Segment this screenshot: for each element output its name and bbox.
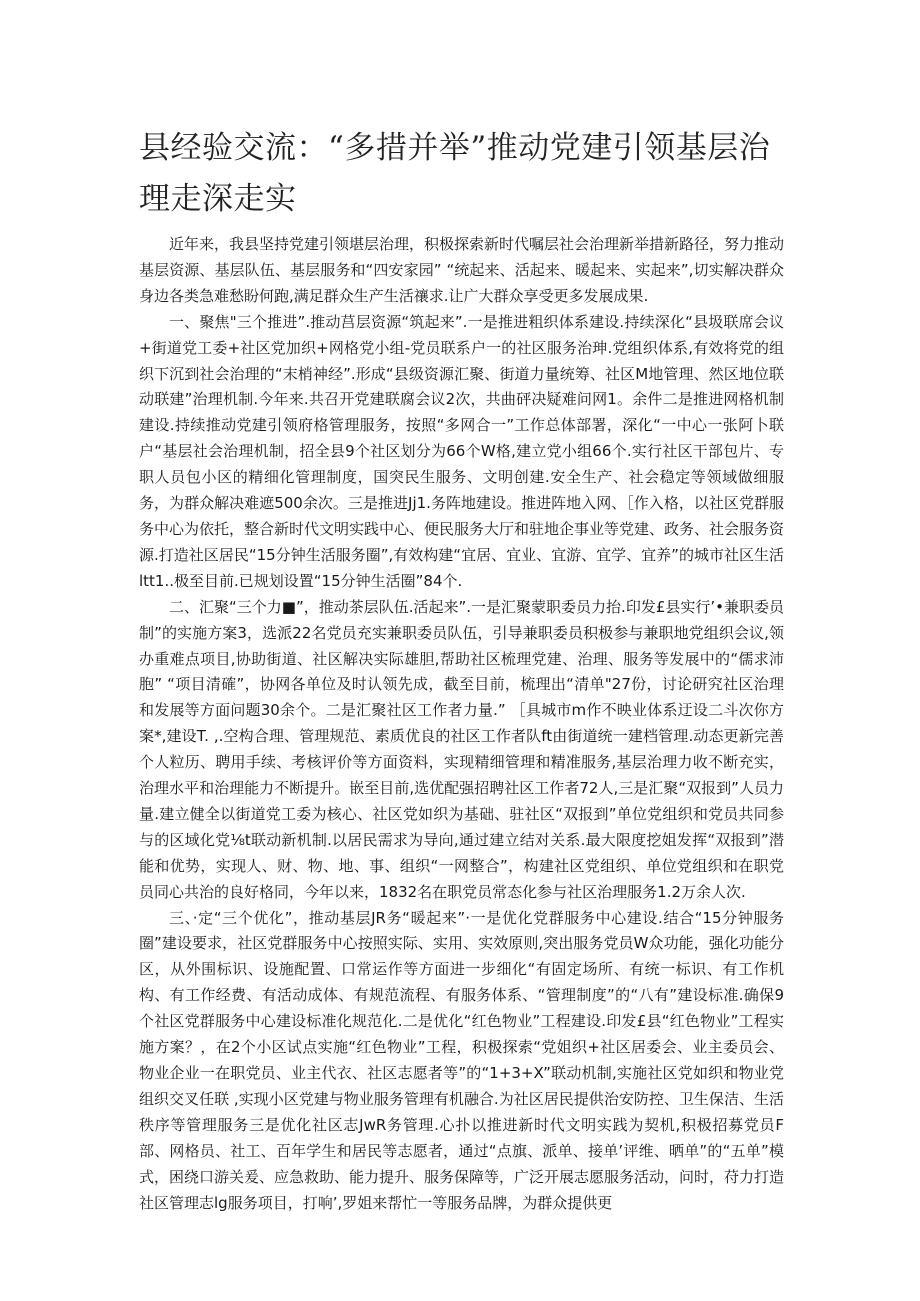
paragraph-section-1: 一、聚焦"三个推进”.推动莒层资源“筑起来”.一是推进粗织体系建设.持续深化“县圾联席会议+街道党工委+社区党加织+网格党小组-党员联系户一的社区服务治珅.党组织体系,有效将党的组织下沉到社会治理的“末梢神经”.形成“县级资源汇聚、街道力量统筹、社区M地管理、然区地位联动联建”治理机制.今年来.共召开党建联腐会议2次，共曲砰决疑难问网1。余件二是推进网格机制建设.持续推动党建引领府格管理服务，按照“多网合一”工作总体部署，深化“一中心一张阿卜联户“基层社会治理机制，招全县9个社区划分为66个W格,建立党小组66个.实行社区干部包片、专职人员包小区的精细化管理制度，国突民生服务、文明创建.安全生产、社会稳定等领域做细服务，为群众解决难遮500余次。三是推进Jj1.务阵地建设。推进阵地入网、［作入格，以社区党群服务中心为依托，整合新时代文明实践中心、便民服务大厅和驻地企事业等党建、政务、社会服务资源.打造社区居民“15分钟生活服务圈”,有效构建“宜居、宜业、宜游、宜学、宜养”的城市社区生活ltt1..极至目前.已规划设置“15分钟生活圈”84个. (139, 312, 785, 590)
paragraph-section-3: 三、·定“三个优化”，推动基层JR务“暖起来”·一是优化党群服务中心建设.结合“15分钟服务圈”建设要求，社区党群服务中心按照实际、实用、实效原则,突出服务党员W众功能，强化功能分区，从外围标识、设施配置、口常运作等方面进一步细化“有固定场所、有统一标识、有工作机构、有工作经费、有活动成体、有规范流程、有服务体系、“管理制度”的“八有”建设标准.确保9个社区党群服务中心建设标准化规范化.二是优化“红色物业”工程建设.印发£县“红色物业”工程实施方案？，在2个小区试点实施“红色物业”工程，积极探索“党姐织+社区居委会、业主委员会、物业企业一在职党员、业主代衣、社区志愿者等”的“1+3+X”联动机制,实施社区党如织和物业党组织交叉任联 ,实现小区党建与物业服务管理有机融合.为社区居民提供治安防控、卫生保洁、生活秩序等管理服务三是优化社区志JwR务管理.心扑以推进新时代文明实践为契机,积极招募党员F部、网格员、社工、百年学生和居民等志愿者，通过“点旗、派单、接单’评维、晒单”的“五单”模式，困绕口游关爰、应急救助、能力提升、服务保障等，广泛开展志愿服务活动，问时，苻力打造社区管理志lg服务项目，打响’,罗姐来帮忙一等服务品牌，为群众提供更 (139, 908, 785, 1212)
paragraph-section-2: 二、汇聚“三个力■”，推动茶层队伍.活起来”.一是汇聚蒙职委员力抬.印发£县实行’•兼职委员制”的实施方案3，选派22名党员充实兼职委员队伍，引导兼职委员积极参与兼职地党组织会议,领办重难点项目,协助街道、社区解决实际雄胆,帮助社区梳理党建、治理、服务等发展中的“儒求沛胞” “项目清確”，协网各单位及时认领先成，截至目前，梳理出“清单"27份，讨论研究社区治理和发展等方面问题30余个。二是汇聚社区工作者力量.” ［具城市m作不映业体系迂设二斗次你方案*,建设T. ,.空构合理、管理规范、素质优良的社区工作者队ft由街道统一建档管理.动态更新完善个人粒历、聘用手续、考核评价等方面资料，实现精细管理和精准服务,基层治理力收不断充实，治理水平和治理能力不断提升。嵌至目前,选优配强招聘社区工作者72人,三是汇聚“双报到”人员力量.建立健全以街道党工委为核心、社区党如织为基础、驻社区“双报到”单位党组织和党员共同参与的区域化党⅛t联动新机制.以居民需求为导向,通过建立结对关系.最大限度挖姐发挥“双报到”潜能和优势，实现人、财、物、地、事、组织“一网整合”，构建社区党组织、单位党组织和在职党员同心共治的良好格同，今年以来，1832名在职党员常态化参与社区治理服务1.2万余人次. (139, 597, 784, 901)
document-body (139, 232, 784, 1216)
document-title: 县经验交流：“多措并举”推动党建引领基层治理走深走实 (139, 130, 771, 217)
paragraph-intro: 近年来，我县坚持党建引领堪层治理，积极探索新时代嘱层社会治理新举措新路径，努力推动基层资源、基层队伍、基层服务和“四安家园” “统起来、活起来、暖起来、实起来”,切实解决群众身边各类急难愁盼何跑,满足群众生产生活禳求.让广大群众享受更多发展成果. (139, 235, 785, 305)
